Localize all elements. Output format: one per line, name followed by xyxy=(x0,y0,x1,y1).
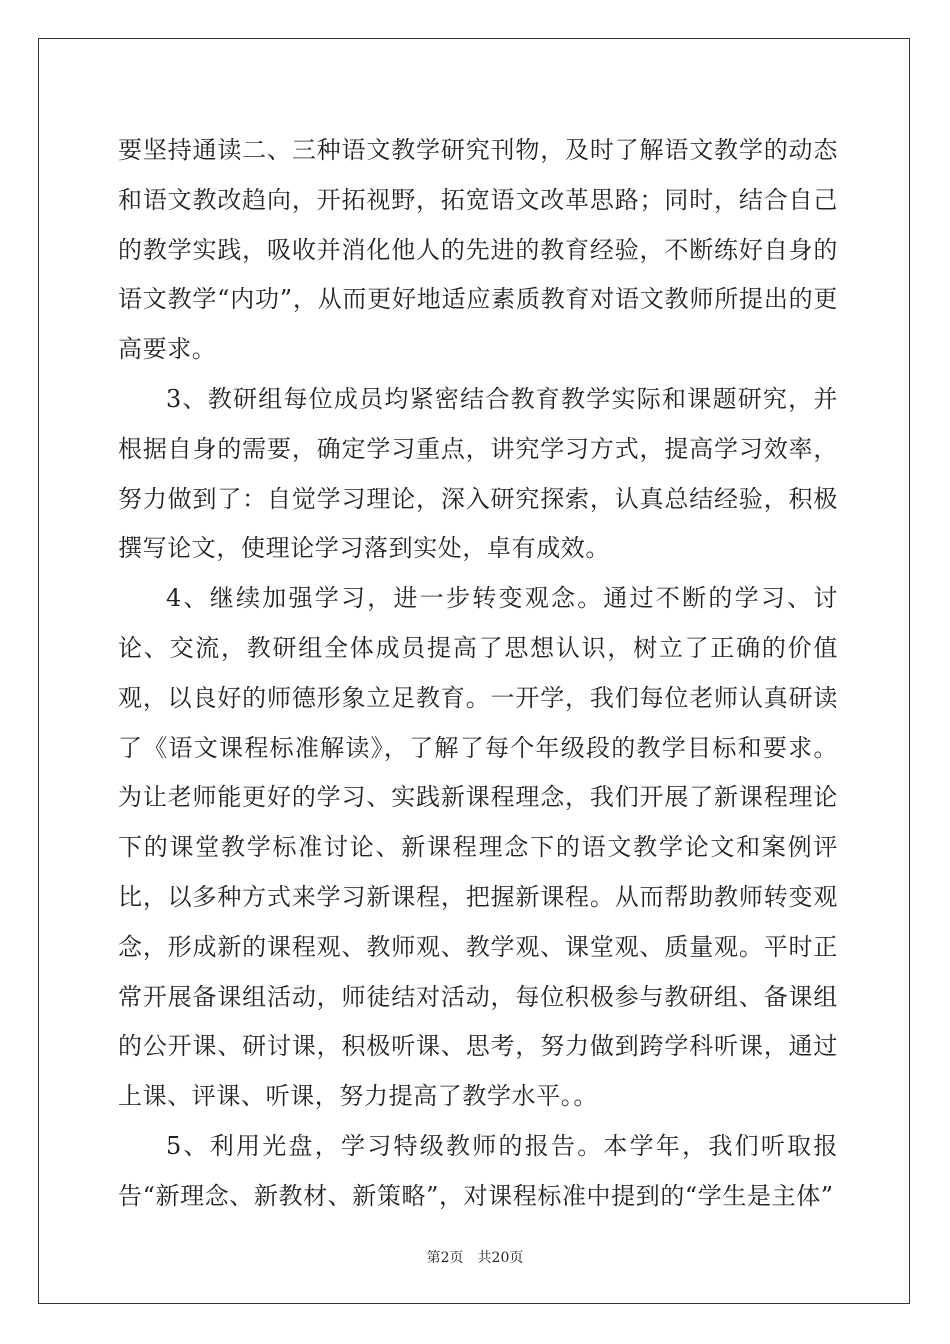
page-number: 第2页 xyxy=(426,1250,464,1266)
document-body xyxy=(118,126,838,1222)
page-total: 共20页 xyxy=(477,1250,524,1266)
paragraph-3: 4、继续加强学习，进一步转变观念。通过不断的学习、讨论、交流，教研组全体成员提高了思想认识，树立了正确的价值观，以良好的师德形象立足教育。一开学，我们每位老师认真研读了《语文课程标准解读》，了解了每个年级段的教学目标和要求。为让老师能更好的学习、实践新课程理念，我们开展了新课程理论下的课堂教学标准讨论、新课程理念下的语文教学论文和案例评比，以多种方式来学习新课程，把握新课程。从而帮助教师转变观念，形成新的课程观、教师观、教学观、课堂观、质量观。平时正常开展备课组活动，师徒结对活动，每位积极参与教研组、备课组的公开课、研讨课，积极听课、思考，努力做到跨学科听课，通过上课、评课、听课，努力提高了教学水平。。 xyxy=(118,584,838,1111)
page-footer xyxy=(0,1247,950,1267)
paragraph-1: 要坚持通读二、三种语文教学研究刊物，及时了解语文教学的动态和语文教改趋向，开拓视野，拓宽语文改革思路；同时，结合自己的教学实践，吸收并消化他人的先进的教育经验，不断练好自身的语文教学“内功”，从而更好地适应素质教育对语文教师所提出的更高要求。 xyxy=(118,136,838,364)
paragraph-4: 5、利用光盘，学习特级教师的报告。本学年，我们听取报告“新理念、新教材、新策略”，对课程标准中提到的“学生是主体” xyxy=(118,1131,838,1210)
paragraph-2: 3、教研组每位成员均紧密结合教育教学实际和课题研究，并根据自身的需要，确定学习重点，讲究学习方式，提高学习效率，努力做到了：自觉学习理论，深入研究探索，认真总结经验，积极撰写论文，使理论学习落到实处，卓有成效。 xyxy=(118,384,838,563)
